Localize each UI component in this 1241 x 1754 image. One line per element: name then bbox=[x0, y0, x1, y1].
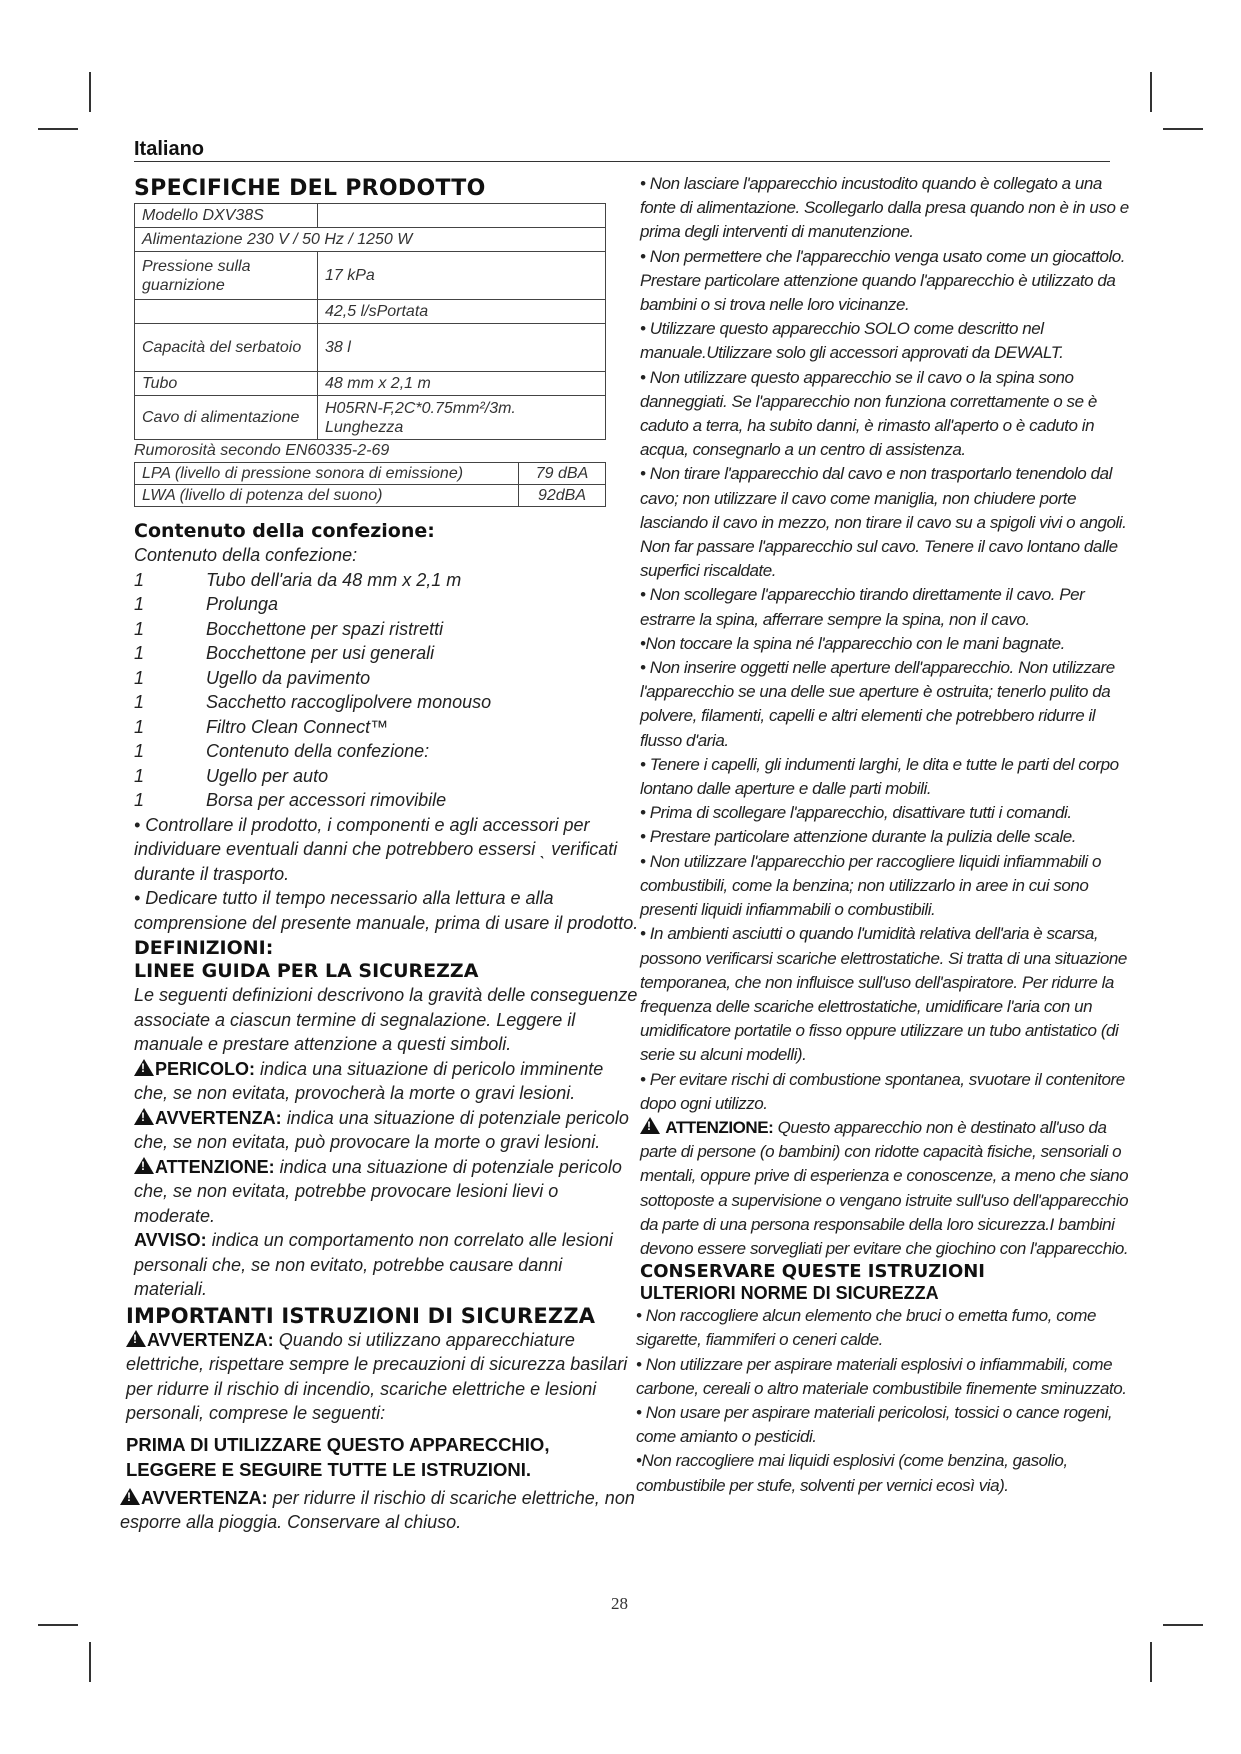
spec-label bbox=[135, 300, 318, 324]
spec-label: Modello DXV38S bbox=[135, 204, 318, 228]
safety-bullet: • Non utilizzare questo apparecchio se il cavo o la spina sono danneggiati. Se l'apparecchio non funziona correttamente o se è caduto a terra, ha subito danni, è rimasto all'aperto o è caduto in acqua, consegnarlo a un centro di assistenza. bbox=[640, 367, 1097, 460]
right-column bbox=[636, 172, 1140, 1498]
danger-definition bbox=[134, 1057, 640, 1106]
caution-label: ATTENZIONE: bbox=[665, 1117, 774, 1137]
spec-value: H05RN-F,2C*0.75mm²/3m. Lunghezza bbox=[318, 396, 606, 440]
table-row bbox=[135, 372, 606, 396]
list-item bbox=[134, 788, 640, 813]
table-row bbox=[135, 300, 606, 324]
list-item bbox=[134, 617, 640, 642]
contents-note: • Controllare il prodotto, i componenti e agli accessori per individuare eventuali danni che potrebbero essersi ˎ verificati durante il trasporto. bbox=[134, 814, 618, 884]
warning-text: indica una situazione di potenziale pericolo che, se non evitata, può provocare la morte o gravi lesioni. bbox=[134, 1107, 629, 1152]
list-item bbox=[134, 592, 640, 617]
contents-title: Contenuto della confezione: bbox=[134, 520, 435, 542]
crop-mark bbox=[1163, 1624, 1203, 1626]
table-row bbox=[135, 324, 606, 372]
definitions-intro: Le seguenti definizioni descrivono la gravità delle conseguenze associate a ciascun termine di segnalazione. Leggere il manuale e prestare attenzione a questi simboli. bbox=[134, 985, 638, 1054]
safety-bullet: • Tenere i capelli, gli indumenti larghi, le dita e tutte le parti del corpo lontano dalle aperture e dalle parti mobili. bbox=[640, 754, 1119, 799]
important-title: IMPORTANTI ISTRUZIONI DI SICUREZZA bbox=[126, 1303, 596, 1328]
keep-instructions-title: CONSERVARE QUESTE ISTRUZIONI bbox=[640, 1261, 986, 1283]
danger-text: indica una situazione di pericolo imminente che, se non evitata, provocherà la morte o gravi lesioni. bbox=[134, 1058, 604, 1103]
warning-triangle-icon bbox=[120, 1488, 140, 1505]
item-qty: 1 bbox=[134, 569, 145, 590]
item-qty: 1 bbox=[134, 618, 145, 639]
further-bullet: • Non raccogliere alcun elemento che bruci o emetta fumo, come sigarette, fiammiferi o ceneri calde. bbox=[636, 1306, 1096, 1350]
notice-label: AVVISO: bbox=[134, 1230, 207, 1250]
crop-mark bbox=[38, 128, 78, 130]
safety-bullet: • Non utilizzare l'apparecchio per raccogliere liquidi infiammabili o combustibili, come la benzina; non utilizzarlo in aree in cui sono presenti liquidi infiammabili o combustibili. bbox=[640, 851, 1101, 920]
safety-bullet: • Non lasciare l'apparecchio incustodito quando è collegato a una fonte di alimentazione. Scollegarlo dalla presa quando non è in uso e prima degli interventi di manutenzione. bbox=[640, 174, 1129, 242]
crop-mark bbox=[89, 1642, 91, 1682]
further-bullet: • Non usare per aspirare materiali pericolosi, tossici o cance rogeni, come amianto o pesticidi. bbox=[636, 1402, 1113, 1447]
further-rules-title: ULTERIORI NORME DI SICUREZZA bbox=[640, 1283, 939, 1304]
table-row bbox=[135, 228, 606, 252]
definitions-subtitle: LINEE GUIDA PER LA SICUREZZA bbox=[134, 960, 479, 982]
left-column bbox=[120, 172, 640, 1535]
item-qty: 1 bbox=[134, 741, 145, 761]
caution-paragraph bbox=[640, 1116, 1140, 1261]
item-qty: 1 bbox=[134, 716, 145, 737]
spec-table bbox=[134, 203, 606, 440]
crop-mark bbox=[1163, 128, 1203, 130]
warning-triangle-icon bbox=[134, 1108, 154, 1125]
warning-triangle-icon bbox=[134, 1059, 154, 1076]
important-warning-2-label: AVVERTENZA: bbox=[141, 1487, 268, 1508]
noise-value: 92dBA bbox=[519, 485, 606, 507]
further-bullet: •Non raccogliere mai liquidi esplosivi (come benzina, gasolio, combustibile per stufe, solventi per vernici ecosì via). bbox=[636, 1451, 1068, 1495]
warning-triangle-icon bbox=[640, 1117, 660, 1134]
spec-value: 38 l bbox=[318, 324, 606, 372]
item-name: Prolunga bbox=[206, 594, 279, 614]
safety-bullet: • Non tirare l'apparecchio dal cavo e non trasportarlo tenendolo dal cavo; non utilizzare il cavo come maniglia, non chiudere porte lasciando il cavo in mezzo, non tirare il cavo su a spigoli vivi o angoli. Non far passare l'apparecchio sul cavo. Tenere il cavo lontano dalle superfici riscaldate. bbox=[640, 464, 1127, 581]
list-item bbox=[134, 690, 640, 715]
list-item bbox=[134, 764, 640, 789]
item-qty: 1 bbox=[134, 667, 145, 688]
item-name: Sacchetto raccoglipolvere monouso bbox=[206, 692, 492, 712]
item-name: Ugello per auto bbox=[206, 765, 329, 786]
safety-bullet: • Prima di scollegare l'apparecchio, disattivare tutti i comandi. bbox=[640, 803, 1072, 823]
crop-mark bbox=[1150, 72, 1152, 112]
table-row bbox=[135, 485, 606, 507]
caution-text: Questo apparecchio non è destinato all'uso da parte di persone (o bambini) con ridotte capacità fisiche, sensoriali o mentali, oppure prive di esperienza e conoscenze, a meno che siano sottoposte a supervisione o vengano istruite sull'uso dell'apparecchio da parte di una persona responsabile della loro sicurezza.I bambini devono essere sorvegliati per evitare che giochino con l'apparecchio. bbox=[640, 1117, 1129, 1258]
notice-definition bbox=[134, 1228, 640, 1302]
noise-table bbox=[134, 462, 606, 507]
contents-list bbox=[134, 568, 640, 813]
header-rule bbox=[134, 161, 1110, 162]
table-row bbox=[135, 204, 606, 228]
item-qty: 1 bbox=[134, 765, 145, 786]
noise-label: LWA (livello di potenza del suono) bbox=[135, 485, 519, 507]
item-name: Tubo dell'aria da 48 mm x 2,1 m bbox=[206, 569, 462, 590]
caution-text: indica una situazione di potenziale pericolo che, se non evitata, potrebbe provocare lesioni lievi o moderate. bbox=[134, 1156, 622, 1226]
warning-triangle-icon bbox=[134, 1157, 154, 1174]
crop-mark bbox=[89, 72, 91, 112]
item-name: Contenuto della confezione: bbox=[206, 741, 430, 761]
item-qty: 1 bbox=[134, 790, 145, 810]
safety-bullet: • Non permettere che l'apparecchio venga usato come un giocattolo. Prestare particolare attenzione quando l'apparecchio è utilizzato da bambini o si trova nelle loro vicinanze. bbox=[640, 246, 1126, 315]
list-item bbox=[134, 641, 640, 666]
safety-bullet: •Non toccare la spina né l'apparecchio con le mani bagnate. bbox=[640, 633, 1065, 653]
warning-definition bbox=[134, 1106, 640, 1155]
contents-subtitle: Contenuto della confezione: bbox=[134, 545, 358, 565]
item-qty: 1 bbox=[134, 692, 145, 712]
important-warning-2 bbox=[120, 1486, 640, 1535]
table-row bbox=[135, 396, 606, 440]
list-item bbox=[134, 739, 640, 764]
caution-label: ATTENZIONE: bbox=[155, 1156, 275, 1177]
spec-value: 48 mm x 2,1 m bbox=[318, 372, 606, 396]
item-name: Bocchettone per usi generali bbox=[206, 643, 435, 663]
item-name: Borsa per accessori rimovibile bbox=[206, 790, 447, 810]
safety-bullet: • In ambienti asciutti o quando l'umidità relativa dell'aria è scarsa, possono verificarsi scariche elettrostatiche. Si tratta di una situazione temporanea, che non influisce sull'uso dell'aspiratore. Per ridurre la frequenza delle scariche elettrostatiche, umidificare l'aria con un umidificatore portatile o fisso oppure utilizzare un tubo antistatico (di serie su alcuni modelli). bbox=[640, 924, 1127, 1065]
safety-bullet: • Non inserire oggetti nelle aperture dell'apparecchio. Non utilizzare l'apparecchio se una delle sue aperture è ostruita; tenerlo pulito da polvere, filamenti, capelli e altri elementi che potrebbero ridurre il flusso d'aria. bbox=[640, 658, 1115, 750]
safety-bullet: • Non scollegare l'apparecchio tirando direttamente il cavo. Per estrarre la spina, afferrare sempre la spina, non il cavo. bbox=[640, 585, 1085, 629]
read-first-notice: PRIMA DI UTILIZZARE QUESTO APPARECCHIO, LEGGERE E SEGUIRE TUTTE LE ISTRUZIONI. bbox=[126, 1433, 550, 1480]
definitions-title: DEFINIZIONI: bbox=[134, 937, 274, 959]
crop-mark bbox=[38, 1624, 78, 1626]
spec-value bbox=[318, 204, 606, 228]
spec-value: 17 kPa bbox=[318, 252, 606, 300]
item-name: Ugello da pavimento bbox=[206, 667, 371, 688]
important-warning-label: AVVERTENZA: bbox=[147, 1329, 274, 1350]
spec-value: 42,5 l/sPortata bbox=[318, 300, 606, 324]
notice-text: indica un comportamento non correlato alle lesioni personali che, se non evitato, potrebbe causare danni materiali. bbox=[134, 1230, 613, 1299]
page-number: 28 bbox=[611, 1594, 628, 1613]
table-row bbox=[135, 252, 606, 300]
specs-title: SPECIFICHE DEL PRODOTTO bbox=[134, 176, 486, 201]
spec-label: Capacità del serbatoio bbox=[135, 324, 318, 372]
safety-bullet: • Prestare particolare attenzione durante la pulizia delle scale. bbox=[640, 827, 1076, 847]
safety-bullet: • Utilizzare questo apparecchio SOLO come descritto nel manuale.Utilizzare solo gli accessori approvati da DEWALT. bbox=[640, 319, 1064, 363]
contents-note: • Dedicare tutto il tempo necessario alla lettura e alla comprensione del presente manuale, prima di usare il prodotto. bbox=[134, 888, 639, 933]
table-row bbox=[135, 463, 606, 485]
spec-label: Alimentazione 230 V / 50 Hz / 1250 W bbox=[135, 228, 606, 252]
further-bullet: • Non utilizzare per aspirare materiali esplosivi o infiammabili, come carbone, cereali o altro materiale combustibile finemente sminuzzato. bbox=[636, 1354, 1127, 1398]
warning-label: AVVERTENZA: bbox=[155, 1107, 282, 1128]
important-warning-text: Quando si utilizzano apparecchiature elettriche, rispettare sempre le precauzioni di sicurezza basilari per ridurre il rischio di incendio, scariche elettriche e lesioni personali, comprese le seguenti: bbox=[126, 1329, 628, 1423]
list-item bbox=[134, 568, 640, 593]
important-warning-2-text: per ridurre il rischio di scariche elettriche, non esporre alla pioggia. Conservare al chiuso. bbox=[120, 1487, 635, 1532]
item-qty: 1 bbox=[134, 594, 145, 614]
list-item bbox=[134, 715, 640, 740]
language-header: Italiano bbox=[134, 138, 205, 160]
list-item bbox=[134, 666, 640, 691]
crop-mark bbox=[1150, 1642, 1152, 1682]
spec-label: Pressione sulla guarnizione bbox=[135, 252, 318, 300]
spec-label: Cavo di alimentazione bbox=[135, 396, 318, 440]
noise-label: LPA (livello di pressione sonora di emissione) bbox=[135, 463, 519, 485]
item-name: Bocchettone per spazi ristretti bbox=[206, 618, 444, 639]
spec-label: Tubo bbox=[135, 372, 318, 396]
item-name: Filtro Clean Connect™ bbox=[206, 716, 389, 737]
safety-bullet: • Per evitare rischi di combustione spontanea, svuotare il contenitore dopo ogni utilizzo. bbox=[640, 1069, 1125, 1113]
noise-value: 79 dBA bbox=[519, 463, 606, 485]
noise-title: Rumorosità secondo EN60335-2-69 bbox=[134, 442, 390, 459]
caution-definition bbox=[134, 1155, 640, 1229]
item-qty: 1 bbox=[134, 643, 145, 663]
important-warning bbox=[126, 1328, 640, 1426]
warning-triangle-icon bbox=[126, 1330, 146, 1347]
danger-label: PERICOLO: bbox=[155, 1058, 256, 1079]
